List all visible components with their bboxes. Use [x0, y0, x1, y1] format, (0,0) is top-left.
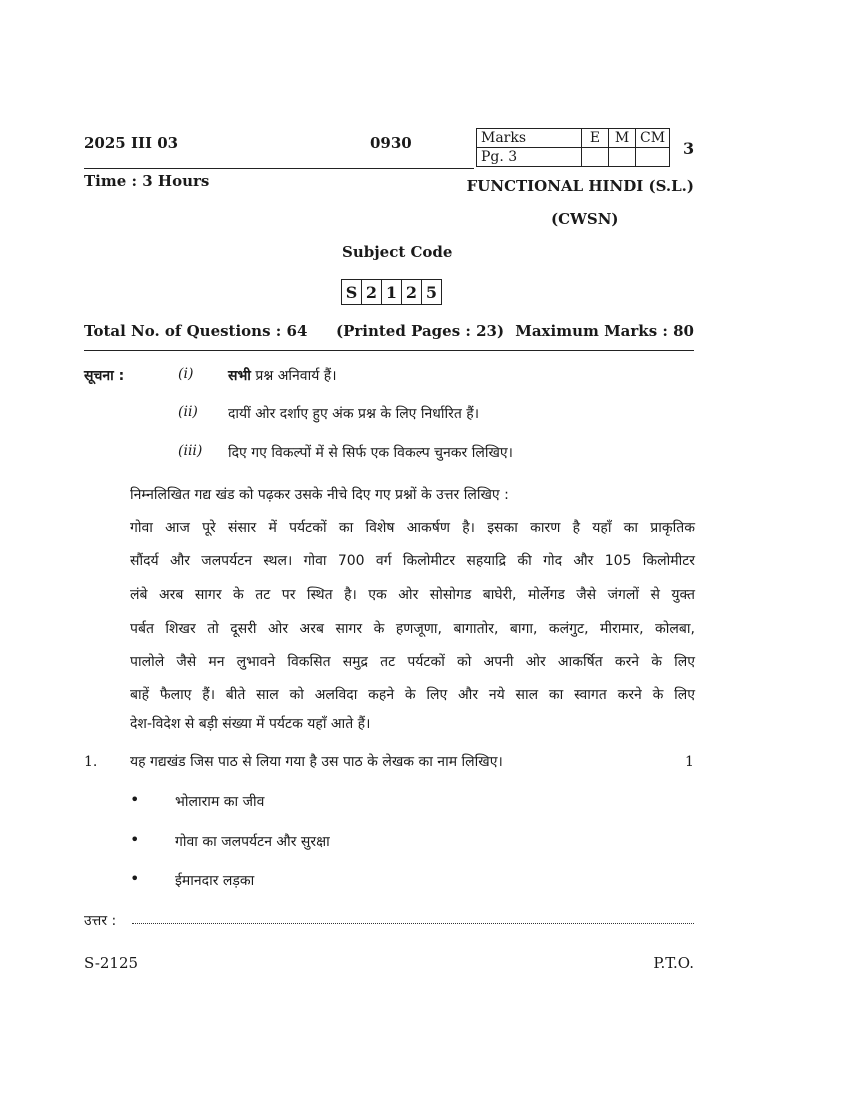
marks-col-e: E — [582, 129, 609, 148]
footer-code: S-2125 — [84, 954, 139, 972]
option-item: ईमानदार लड़का — [175, 873, 255, 889]
passage-line: लंबे अरब सागर के तट पर स्थित है। एक ओर सोसोगड बाघेरी, मोर्लेगड जैसे जंगलों से युक्त — [130, 587, 695, 603]
pto-label: P.T.O. — [653, 954, 694, 972]
passage-line: बाहें फैलाए हैं। बीते साल को अलविदा कहने के लिए और नये साल का स्वागत करने के लिए — [130, 687, 695, 703]
marks-col-m: M — [609, 129, 636, 148]
paper-code: 2025 III 03 — [84, 134, 179, 152]
marks-col-cm: CM — [636, 129, 670, 148]
instruction-emphasis: सभी — [228, 368, 251, 384]
code-char: 5 — [422, 280, 442, 305]
option-item: गोवा का जलपर्यटन और सुरक्षा — [175, 834, 330, 850]
marks-cell-e — [582, 148, 609, 167]
code-char: S — [342, 280, 362, 305]
instructions-label: सूचना : — [84, 368, 125, 384]
passage-line: पालोले जैसे मन लुभावने विकसित समुद्र तट पर्यटकों को अपनी ओर आकर्षित करने के लिए — [130, 654, 695, 670]
instruction-item — [228, 366, 337, 385]
subject-code-boxes — [341, 279, 442, 305]
subject-code-label: Subject Code — [342, 243, 453, 261]
info-rule — [84, 350, 694, 351]
instruction-number: (iii) — [178, 443, 203, 459]
marks-box — [476, 128, 670, 167]
bullet-icon: • — [130, 869, 140, 888]
code-char: 2 — [402, 280, 422, 305]
page-ref: Pg. 3 — [477, 148, 582, 167]
header-rule — [84, 168, 474, 169]
printed-pages: (Printed Pages : 23) — [336, 322, 505, 340]
passage-line: गोवा आज पूरे संसार में पर्यटकों का विशेष आकर्षण है। इसका कारण है यहाँ का प्राकृतिक — [130, 520, 695, 536]
maximum-marks: Maximum Marks : 80 — [515, 322, 694, 340]
bullet-icon: • — [130, 790, 140, 809]
instruction-text: प्रश्न अनिवार्य हैं। — [250, 368, 337, 384]
marks-label: Marks — [477, 129, 582, 148]
answer-line[interactable] — [132, 923, 694, 924]
question-number: 1. — [84, 754, 98, 770]
instruction-text: दायीं ओर दर्शाए हुए अंक प्रश्न के लिए निर्धारित हैं। — [228, 406, 480, 422]
subject-title: FUNCTIONAL HINDI (S.L.) — [466, 177, 694, 195]
marks-cell-cm — [636, 148, 670, 167]
code-char: 2 — [362, 280, 382, 305]
total-questions: Total No. of Questions : 64 — [84, 322, 308, 340]
bullet-icon: • — [130, 830, 140, 849]
code-char: 1 — [382, 280, 402, 305]
marks-cell-m — [609, 148, 636, 167]
passage-line: सौंदर्य और जलपर्यटन स्थल। गोवा 700 वर्ग किलोमीटर सहयाद्रि की गोद और 105 किलोमीटर — [130, 553, 695, 569]
serial-code: 0930 — [370, 134, 412, 152]
passage-line: देश-विदेश से बड़ी संख्या में पर्यटक यहाँ आते हैं। — [130, 716, 371, 732]
passage-intro: निम्नलिखित गद्य खंड को पढ़कर उसके नीचे दिए गए प्रश्नों के उत्तर लिखिए : — [130, 487, 509, 503]
instruction-number: (ii) — [178, 404, 198, 420]
option-item: भोलाराम का जीव — [175, 794, 265, 810]
passage-line: पर्बत शिखर तो दूसरी ओर अरब सागर के हणजूणा, बागातोर, बागा, कलंगुट, मीरामार, कोलबा, — [130, 621, 695, 637]
page-number: 3 — [683, 139, 695, 158]
question-text: यह गद्यखंड जिस पाठ से लिया गया है उस पाठ के लेखक का नाम लिखिए। — [130, 754, 503, 770]
answer-label: उत्तर : — [84, 913, 117, 929]
category-label: (CWSN) — [551, 210, 619, 228]
instruction-text: दिए गए विकल्पों में से सिर्फ एक विकल्प चुनकर लिखिए। — [228, 445, 513, 461]
question-marks: 1 — [685, 754, 694, 770]
exam-time: Time : 3 Hours — [84, 172, 210, 190]
instruction-number: (i) — [178, 366, 194, 382]
